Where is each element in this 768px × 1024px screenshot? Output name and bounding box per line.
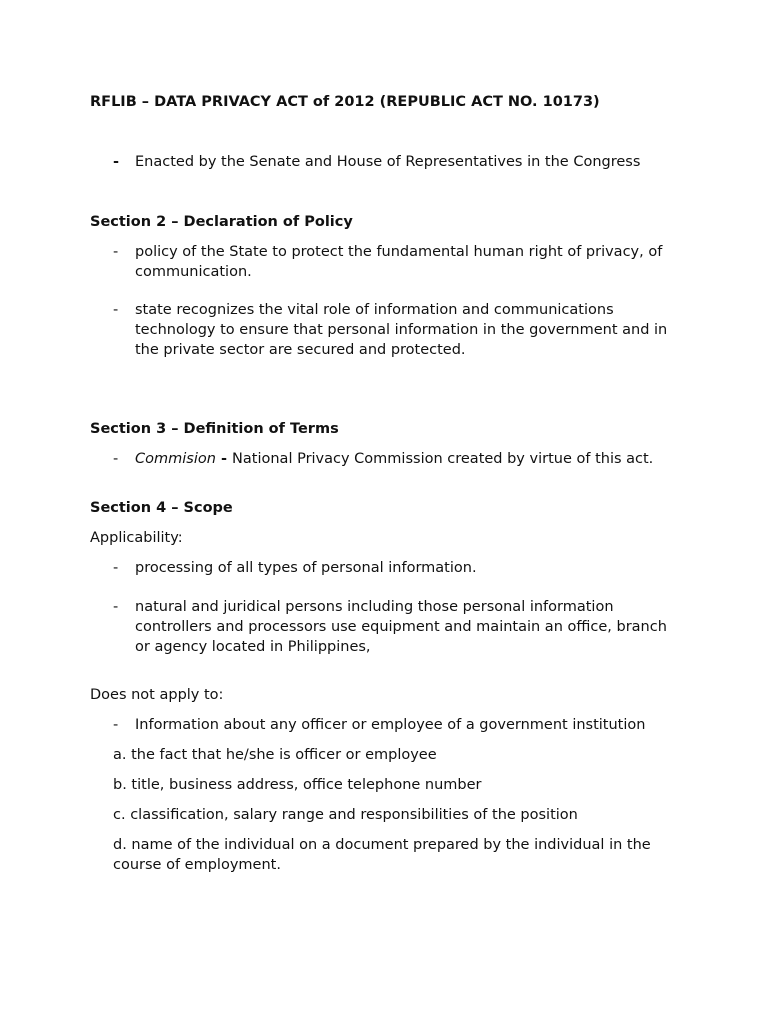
bullet-dash: - xyxy=(113,244,119,260)
not-apply-item-text: Information about any officer or employee of a government institution xyxy=(135,717,646,733)
not-apply-item xyxy=(90,715,690,735)
sub-item-a: a. the fact that he/she is officer or employee xyxy=(113,747,437,763)
applicability-item xyxy=(90,597,690,657)
section-3-heading: Section 3 – Definition of Terms xyxy=(90,421,339,437)
section-2-item-text: state recognizes the vital role of information and communications technology to ensure that personal information in the government and in the private sector are secured and protected. xyxy=(135,302,668,358)
bullet-dash: - xyxy=(113,560,119,576)
definition-separator: - xyxy=(215,451,233,467)
section-4-heading: Section 4 – Scope xyxy=(90,500,233,516)
bullet-dash: - xyxy=(113,154,120,170)
not-apply-label: Does not apply to: xyxy=(90,687,224,703)
section-2-heading: Section 2 – Declaration of Policy xyxy=(90,214,353,230)
intro-bullet xyxy=(90,152,690,172)
sub-item-b: b. title, business address, office telephone number xyxy=(113,777,482,793)
document-title: RFLIB – DATA PRIVACY ACT of 2012 (REPUBLIC ACT NO. 10173) xyxy=(90,94,600,110)
bullet-dash: - xyxy=(113,451,119,467)
applicability-label: Applicability: xyxy=(90,530,183,546)
sub-item-c: c. classification, salary range and responsibilities of the position xyxy=(113,807,578,823)
section-3-item xyxy=(90,449,690,469)
definition-term: Commision xyxy=(135,451,216,467)
bullet-dash: - xyxy=(113,717,119,733)
sub-item-d: d. name of the individual on a document prepared by the individual in the course of employment. xyxy=(113,837,651,873)
applicability-item-text: processing of all types of personal information. xyxy=(135,560,477,576)
section-2-item xyxy=(90,300,690,360)
bullet-dash: - xyxy=(113,302,119,318)
bullet-dash: - xyxy=(113,599,119,615)
applicability-item-text: natural and juridical persons including those personal information controllers and processors use equipment and maintain an office, branch or agency located in Philippines, xyxy=(135,599,667,655)
applicability-item xyxy=(90,558,690,578)
section-2-item-text: policy of the State to protect the fundamental human right of privacy, of communication. xyxy=(135,244,663,280)
intro-text: Enacted by the Senate and House of Representatives in the Congress xyxy=(135,154,641,170)
definition-text: National Privacy Commission created by virtue of this act. xyxy=(232,451,654,467)
section-2-item xyxy=(90,242,690,282)
definition-line xyxy=(135,449,680,469)
